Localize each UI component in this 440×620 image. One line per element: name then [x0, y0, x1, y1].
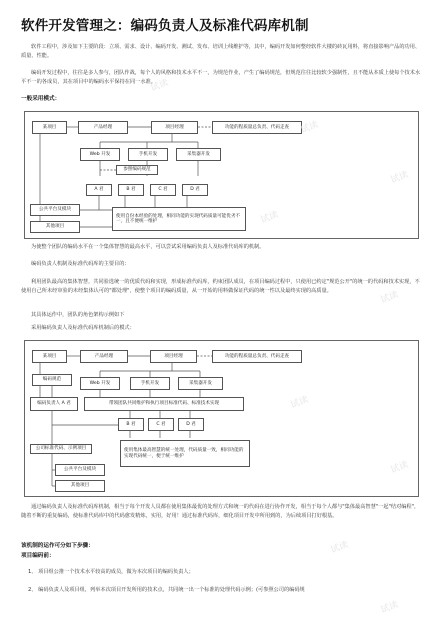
d1-b-box: B 君: [118, 184, 144, 196]
d2-pm-box: 产品经理: [80, 350, 128, 363]
d2-other-box: 其他项目: [55, 480, 105, 492]
mid-paragraph-2: 编码负责人机制及标准代码库的主要目的：: [31, 261, 130, 267]
d1-c-box: C 君: [150, 184, 176, 196]
section-heading-before: 项目编码前：: [21, 553, 55, 559]
d1-collector-box: 采集器开发: [176, 148, 221, 161]
watermark: 试读: [259, 210, 280, 226]
d1-xm-box: 项目经理: [151, 121, 198, 134]
d1-std-box: 参照编码规范: [116, 165, 158, 175]
d2-owner-box: 编码规范: [32, 374, 72, 386]
d1-other-box: 其他项目: [30, 221, 80, 233]
mid-paragraph-5: 采用编码负责人及标准代码库机制后的模式：: [31, 325, 135, 331]
page-title: 软件开发管理之：编码负责人及标准代码库机制: [21, 18, 309, 34]
step-1: 1、 项目组公推一个技术水平较高的成员，做为本次项目的编码负责人；: [28, 569, 194, 575]
d2-note-box: 使用集体最高智慧的统一处理，代码质量一致，相同功能的实现代码统一，便于统一维护: [120, 440, 250, 467]
watermark: 试读: [149, 78, 170, 94]
tail-paragraph: 通过编码负责人及标准代码库机制，相当于每个开发人员都在使用集体最优的处理方式和统一的代码在进行协作开发，相当于每个人都与"集体最高智慧"一起"结对编程"，随着不断的重复编码，使标准代码库中的代码愈发精炼，实用，好用！通过标准代码库，细化项目开发中所用到的，为后续项目打好根基。: [21, 504, 420, 519]
section-heading-steps: 该机制的运作可分如下步骤：: [21, 543, 94, 549]
d1-mobile-box: 手机开发: [128, 148, 168, 161]
intro-paragraph-1: 软件工程中，涉及如下主要阶段：立项、需求、设计、编码开发、测试、发布、培训上线维护等，其中，编码开发如何整经软件大楼的砖瓦用料，将直接影响产品的功用、质量、性能。: [21, 44, 421, 59]
d2-project-box: 某项目: [32, 350, 67, 363]
intro-paragraph-2: 编码开发过程中，往往是多人参与，团队作战，每个人的风格和技术水平不一，为规范作业，产生了编码规范，但规范往往比较软少强制性，且不能从本质上使每个技术水平不一的各成员，其在项目中的编码水平保持在同一水准。: [21, 70, 421, 85]
d2-func-box: 功能的程质量总负责、代码走查: [212, 350, 302, 363]
d2-b-box: B 君: [118, 418, 144, 431]
d2-platform-box: 公共平台及模块: [55, 464, 105, 476]
watermark: 试读: [299, 120, 320, 136]
mid-paragraph-1: 为使整个团队的编码水平在一个集体智慧的最高水平，可以尝试采用编码负责人及标准代码库的机制。: [31, 244, 265, 250]
step-2: 2、 编码负责人及项目组，列举本次项目开发所用的技术点，共同统一出一个标准的处理代码示例；(可参照公司的编码规: [28, 587, 305, 593]
d2-leader-box: 编码负责人 A 君: [30, 397, 78, 411]
watermark: 试读: [379, 600, 400, 616]
d1-a-box: A 君: [86, 184, 112, 196]
section-heading-mode: 一般采用模式：: [21, 96, 61, 102]
d1-func-box: 功能的程质量总负责、代码走查: [212, 121, 302, 134]
d1-project-box: 某项目: [32, 121, 67, 134]
d1-web-box: Web 开发: [80, 148, 120, 161]
watermark: 试读: [329, 540, 350, 556]
d2-collector-box: 采集器开发: [178, 377, 223, 390]
d2-xm-box: 项目经理: [150, 350, 197, 363]
d2-lib-box: 公司标准代码、示例项目: [30, 444, 92, 454]
watermark: 试读: [389, 460, 410, 476]
mid-paragraph-4: 其具体运作中，团队的角色架构示例如下: [31, 312, 125, 318]
d2-mobile-box: 手机开发: [130, 377, 170, 390]
watermark: 试读: [289, 395, 310, 411]
mid-paragraph-3: 利用团队最高的集体智慧，共同验选统一的优质代码和实现，形成标准代码库，约束团队成员，在项目编码过程中，只使用已约定"规范公开"的统一的代码和技术实现，不使用自己所未经审验的未经集体认可的"都处理"，使整个项目的编码质量，从一开始的用料做保证代码的统一性以及最终实现的高质量。: [21, 279, 420, 294]
d2-d-box: D 君: [178, 418, 204, 431]
d2-leader-note-box: 带领团队共同维护和执行项目标准代码、标准技术实现: [84, 397, 244, 411]
d1-note-box: 使用自份本经验的处理，相同功能的实现代码质量可能优劣不一，且不便统一维护: [112, 207, 246, 231]
d1-pm-box: 产品经理: [78, 121, 128, 134]
d1-platform-box: 公共平台及模块: [30, 204, 80, 216]
d2-web-box: Web 开发: [80, 377, 120, 390]
d2-c-box: C 君: [148, 418, 174, 431]
watermark: 试读: [379, 290, 400, 306]
d1-d-box: D 君: [182, 184, 208, 196]
watermark: 试读: [389, 170, 410, 186]
